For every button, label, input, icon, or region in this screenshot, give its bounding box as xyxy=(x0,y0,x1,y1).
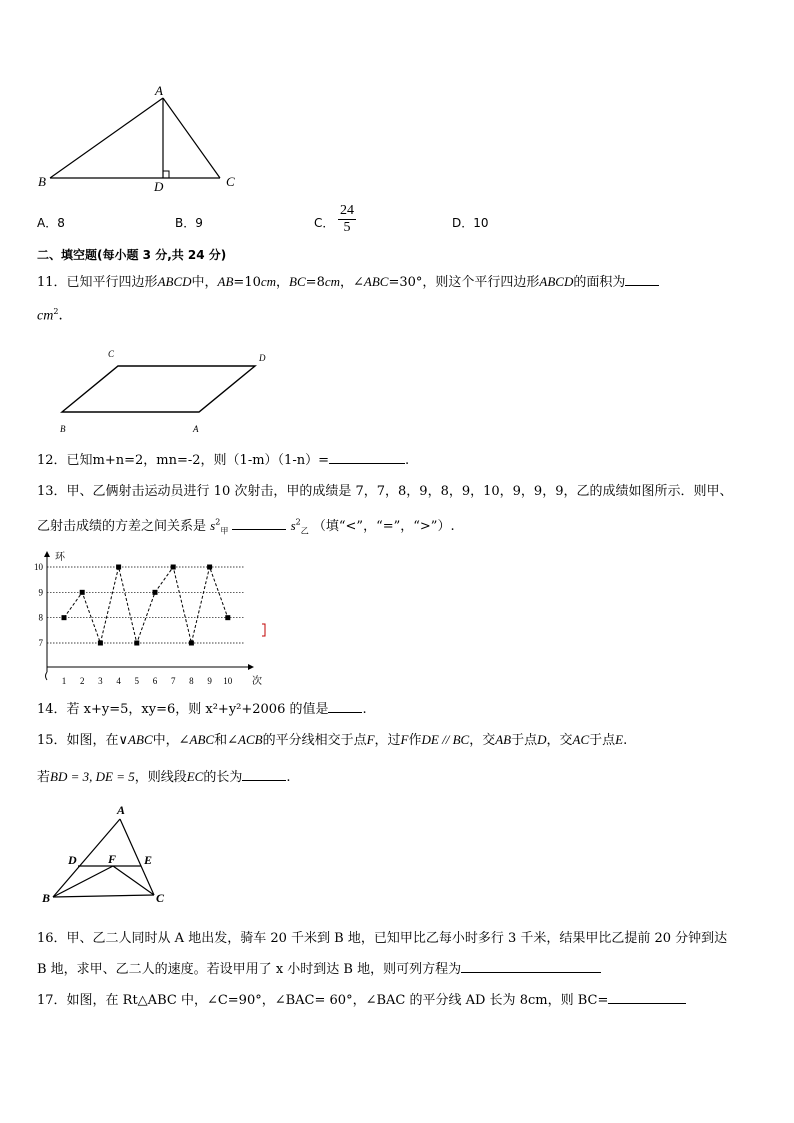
question-13-line2 xyxy=(37,515,455,537)
q13-s1-sup: 2 xyxy=(215,517,221,527)
q13-answer-blank[interactable] xyxy=(232,517,286,530)
q11-comma2: ，∠ xyxy=(340,275,364,290)
q11-eq2: =8 xyxy=(305,275,325,290)
q11-eq1: =10 xyxy=(233,275,261,290)
fraction-numerator: 24 xyxy=(340,203,354,218)
chart-x-tick-label: 8 xyxy=(189,676,194,686)
question-15-line1 xyxy=(37,729,627,748)
q11-ab: AB xyxy=(217,274,234,289)
chart-y-tick-label: 9 xyxy=(38,587,43,598)
q15-answer-blank[interactable] xyxy=(242,768,286,781)
triangle2-label-e: E xyxy=(144,853,153,867)
q15-e: E xyxy=(615,732,624,747)
chart-data-point xyxy=(134,641,139,646)
q14-end: . xyxy=(362,702,367,717)
chart-y-tick-label: 8 xyxy=(38,612,43,623)
chart-x-tick-label: 2 xyxy=(79,676,85,686)
q11-abcd: ABCD xyxy=(157,274,192,289)
q15-t13: ，则线段 xyxy=(134,770,187,785)
q11-cm2: cm xyxy=(324,274,341,289)
q11-cm1: cm xyxy=(260,274,277,289)
fraction-denominator: 5 xyxy=(343,220,351,235)
q15-t5: ，过 xyxy=(374,733,401,748)
chart-axis-break xyxy=(46,672,48,680)
question-11 xyxy=(37,271,659,290)
chart-data-point xyxy=(189,641,194,646)
q16-text: B 地，求甲、乙二人的速度。若设甲用了 x 小时到达 B 地，则可列方程为 xyxy=(37,962,462,977)
q13-text-a: 乙射击成绩的方差之间关系是 xyxy=(37,519,207,534)
q11-text-2: 中， xyxy=(191,275,218,290)
option-c-prefix[interactable]: C． xyxy=(314,216,335,230)
question-15-line2 xyxy=(37,766,291,785)
chart-data-point xyxy=(98,641,103,646)
q11-abcd2: ABCD xyxy=(539,274,574,289)
q15-ec: EC xyxy=(186,769,204,784)
q17-text: 17．如图，在 Rt△ABC 中，∠C=90°，∠BAC= 60°，∠BAC 的平分线 AD 长为 8cm，则 BC= xyxy=(37,993,609,1008)
question-16-line2 xyxy=(37,958,601,977)
chart-data-point xyxy=(207,565,212,570)
chart-y-tick-label: 10 xyxy=(34,562,43,572)
chart-x-tick-label: 9 xyxy=(207,676,212,686)
q15-t7: ，交 xyxy=(469,733,496,748)
q13-s1-sub: 甲 xyxy=(220,526,229,536)
q15-t2: 中，∠ xyxy=(152,733,190,748)
chart-data-point xyxy=(153,590,158,595)
chart-y-label: 环 xyxy=(55,552,65,563)
q15-ab: AB xyxy=(495,732,512,747)
q15-t12: 若 xyxy=(37,770,51,785)
q11-unit: cm xyxy=(37,308,54,324)
option-d[interactable]: D．10 xyxy=(452,216,489,230)
chart-data-point xyxy=(80,590,85,595)
q11-unit-line xyxy=(37,307,63,325)
q11-text-3: 的面积为 xyxy=(573,275,626,290)
q15-acb: ACB xyxy=(238,732,263,747)
q15-t3: 和∠ xyxy=(214,733,238,748)
q15-t14: 的长为 xyxy=(203,770,243,785)
parallelogram-label-a: A xyxy=(193,424,199,434)
triangle-label-b: B xyxy=(38,174,46,189)
chart-x-tick-label: 3 xyxy=(98,676,103,686)
triangle2-label-f: F xyxy=(108,852,117,866)
q15-t6: 作 xyxy=(408,733,422,748)
q11-unit-exp: 2 xyxy=(53,307,59,316)
chart-series-line xyxy=(64,567,228,643)
triangle2-label-b: B xyxy=(42,891,51,905)
option-c-fraction xyxy=(338,203,356,236)
chart-data-point xyxy=(225,615,230,620)
chart-x-tick-label: 5 xyxy=(134,676,140,686)
q13-s2-sup: 2 xyxy=(295,517,301,527)
q15-d: D xyxy=(537,732,547,747)
q15-t1: 15．如图，在 xyxy=(37,733,119,748)
question-17 xyxy=(37,989,686,1008)
q15-end: . xyxy=(286,770,291,785)
triangle-label-c: C xyxy=(226,174,235,189)
q14-answer-blank[interactable] xyxy=(328,700,362,713)
q15-t11: . xyxy=(623,733,628,748)
q15-tri: ∨ABC xyxy=(118,732,153,747)
parallelogram-label-c: C xyxy=(108,349,115,359)
chart-x-axis-arrow xyxy=(248,664,254,670)
q11-text-1: 已知平行四边形 xyxy=(66,275,158,290)
q15-t10: 于点 xyxy=(589,733,616,748)
q15-debc: DE // BC xyxy=(421,732,470,747)
chart-x-tick-label: 1 xyxy=(61,676,67,686)
chart-data-point xyxy=(171,565,176,570)
chart-x-label: 次 xyxy=(252,676,262,687)
q15-f: F xyxy=(366,732,375,747)
triangle2-label-d: D xyxy=(68,853,77,867)
section-title: 二、填空题(每小题 3 分,共 24 分) xyxy=(37,248,227,262)
parallelogram-label-d: D xyxy=(259,353,266,363)
q15-t4: 的平分线相交于点 xyxy=(262,733,367,748)
question-13-line1: 13．甲、乙俩射击运动员进行 10 次射击，甲的成绩是 7，7，8，9，8，9，10，9，9，9，乙的成绩如图所示．则甲、 xyxy=(37,484,733,499)
q12-text: 12．已知m+n=2，mn=-2，则（1-m）（1-n）= xyxy=(37,453,329,468)
q15-ac: AC xyxy=(572,732,590,747)
q15-abc: ABC xyxy=(189,732,215,747)
chart-data-point xyxy=(62,615,67,620)
q11-number: 11． xyxy=(37,275,67,290)
chart-x-tick-label: 10 xyxy=(223,676,233,686)
q11-bc: BC xyxy=(289,274,306,289)
q11-eq3: =30°，则这个平行四边形 xyxy=(388,275,540,290)
triangle2-svg xyxy=(0,0,1,1)
option-a[interactable]: A．8 xyxy=(37,216,65,230)
triangle-label-a: A xyxy=(155,83,163,98)
question-16-line1: 16．甲、乙二人同时从 A 地出发，骑车 20 千米到 B 地，已知甲比乙每小时多行 3 千米，结果甲比乙提前 20 分钟到达 xyxy=(37,931,728,946)
triangle2-label-a: A xyxy=(117,803,126,817)
parallelogram-label-b: B xyxy=(60,424,66,434)
q15-f2: F xyxy=(400,732,409,747)
question-12 xyxy=(37,449,409,468)
chart-y-axis-arrow xyxy=(44,551,50,557)
q13-s2: s xyxy=(290,518,296,533)
q13-s1: s xyxy=(210,518,216,533)
q14-text: 14．若 x+y=5，xy=6，则 x²+y²+2006 的值是 xyxy=(37,702,329,717)
q13-text-b: （填“<”，“=”，“>”）. xyxy=(312,519,455,534)
triangle2-label-c: C xyxy=(156,891,165,905)
q15-cond: BD = 3, DE = 5 xyxy=(50,769,135,784)
chart-data-point xyxy=(116,565,121,570)
q11-comma1: ， xyxy=(276,275,290,290)
chart-y-tick-label: 7 xyxy=(38,638,43,648)
q11-answer-blank[interactable] xyxy=(625,273,659,286)
triangle-label-d: D xyxy=(154,179,164,194)
chart-red-mark xyxy=(262,624,265,636)
q11-end: . xyxy=(58,307,63,324)
option-b[interactable]: B．9 xyxy=(175,216,203,230)
q17-answer-blank[interactable] xyxy=(608,991,686,1004)
question-14 xyxy=(37,698,367,717)
q13-s2-sub: 乙 xyxy=(300,526,309,536)
q11-abc: ABC xyxy=(363,274,389,289)
q12-end: . xyxy=(404,453,410,468)
q15-t9: ，交 xyxy=(546,733,573,748)
q12-answer-blank[interactable] xyxy=(329,451,405,464)
q16-answer-blank[interactable] xyxy=(461,960,601,973)
q15-t8: 于点 xyxy=(511,733,538,748)
chart-x-tick-label: 7 xyxy=(170,676,176,686)
chart-x-tick-label: 6 xyxy=(152,676,158,686)
chart-x-tick-label: 4 xyxy=(116,676,121,686)
